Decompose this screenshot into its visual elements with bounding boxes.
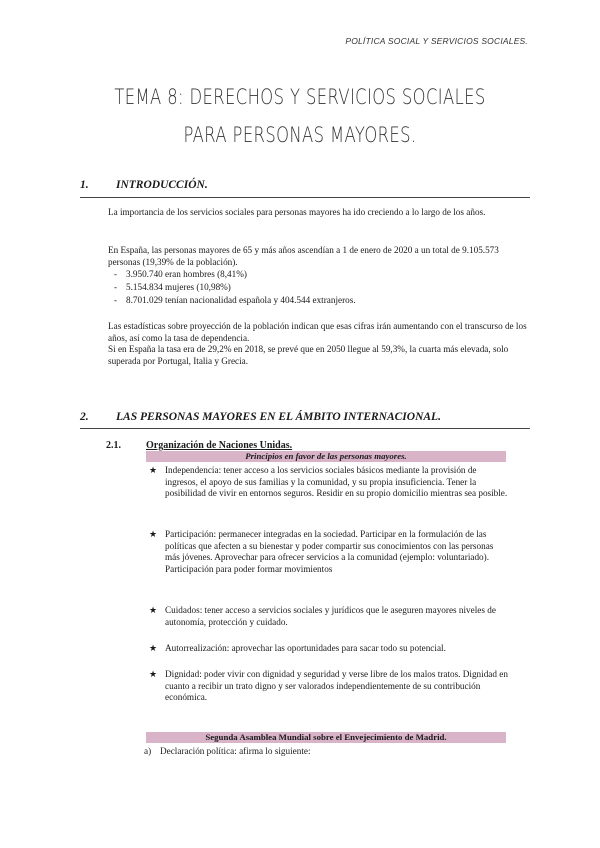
intro-paragraph-3: Las estadísticas sobre proyección de la población indican que esas cifras irán aumentando con el transcurso de los años, así como la tasa de dependencia. [108, 321, 527, 343]
alist-text: Declaración política: afirma lo siguiente: [160, 746, 311, 756]
star-icon: ★ [149, 669, 158, 679]
section-1-number: 1. [80, 179, 89, 191]
intro-paragraph-4: Si en España la tasa era de 29,2% en 2018, se prevé que en 2050 llegue al 59,3%, la cuarta más elevada, solo superada por Portugal, Italia y Grecia. [108, 344, 509, 366]
dash-item-2: - 5.154.834 mujeres (10,98%) [114, 282, 231, 292]
bullet-autorrealizacion: ★ Autorrealización: aprovechar las oportunidades para sacar todo su potencial. [149, 643, 446, 653]
section-2-title: LAS PERSONAS MAYORES EN EL ÁMBITO INTERNACIONAL. [116, 411, 441, 423]
star-icon: ★ [149, 465, 158, 475]
alist-item-a [144, 746, 311, 758]
principles-band: Principios en favor de las personas mayores. [146, 451, 506, 462]
bullet-dignidad: ★ Dignidad: poder vivir con dignidad y seguridad y verse libre de los malos tratos. Dignidad en cuanto a recibir un trato digno y ser valorados independientemente de su contribución económica. [149, 669, 508, 702]
star-icon: ★ [149, 605, 158, 615]
section-2-number: 2. [80, 411, 89, 423]
star-icon: ★ [149, 643, 158, 653]
bullet-participacion: ★ Participación: permanecer integradas en la sociedad. Participar en la formulación de las políticas que afecten a su bienestar y poder compartir sus conocimientos con las personas más jóvenes. Aprovechar para ofrecer servicios a la comunidad (ejemplo: voluntariado). Participación para poder formar movimientos [149, 529, 494, 574]
intro-paragraph-2: En España, las personas mayores de 65 y más años ascendían a 1 de enero de 2020 a un total de 9.105.573 personas (19,39% de la población). [108, 245, 499, 267]
section-1-title: INTRODUCCIÓN. [116, 179, 208, 191]
dash-item-3: - 8.701.029 tenían nacionalidad española y 404.544 extranjeros. [114, 295, 356, 305]
intro-paragraph-1: La importancia de los servicios sociales para personas mayores ha ido creciendo a lo largo de los años. [108, 207, 486, 217]
running-header: POLÍTICA SOCIAL Y SERVICIOS SOCIALES. [345, 36, 528, 46]
bullet-cuidados: ★ Cuidados: tener acceso a servicios sociales y jurídicos que le aseguren mayores niveles de autonomía, protección y cuidado. [149, 605, 496, 627]
section-1-rule [80, 197, 530, 198]
dash-item-1: - 3.950.740 eran hombres (8,41%) [114, 269, 247, 279]
document-title: TEMA 8: DERECHOS Y SERVICIOS SOCIALES PARA PERSONAS MAYORES. [114, 85, 486, 147]
section-2-rule [80, 428, 530, 429]
subsection-2-1-heading [106, 440, 293, 451]
bullet-independencia: ★ Independencia: tener acceso a los servicios sociales básicos mediante la provisión de ingresos, el apoyo de sus familias y la comunidad, y su propia insuficiencia. Tener la posibilidad de vivir en entornos seguros. Residir en su propio domicilio mientras sea posible. [149, 465, 508, 498]
madrid-assembly-band: Segunda Asamblea Mundial sobre el Envejecimiento de Madrid. [146, 732, 506, 743]
subsection-title: Organización de Naciones Unidas. [146, 440, 293, 451]
star-icon: ★ [149, 529, 158, 539]
subsection-number: 2.1. [106, 440, 121, 451]
alist-label: a) [144, 746, 152, 756]
